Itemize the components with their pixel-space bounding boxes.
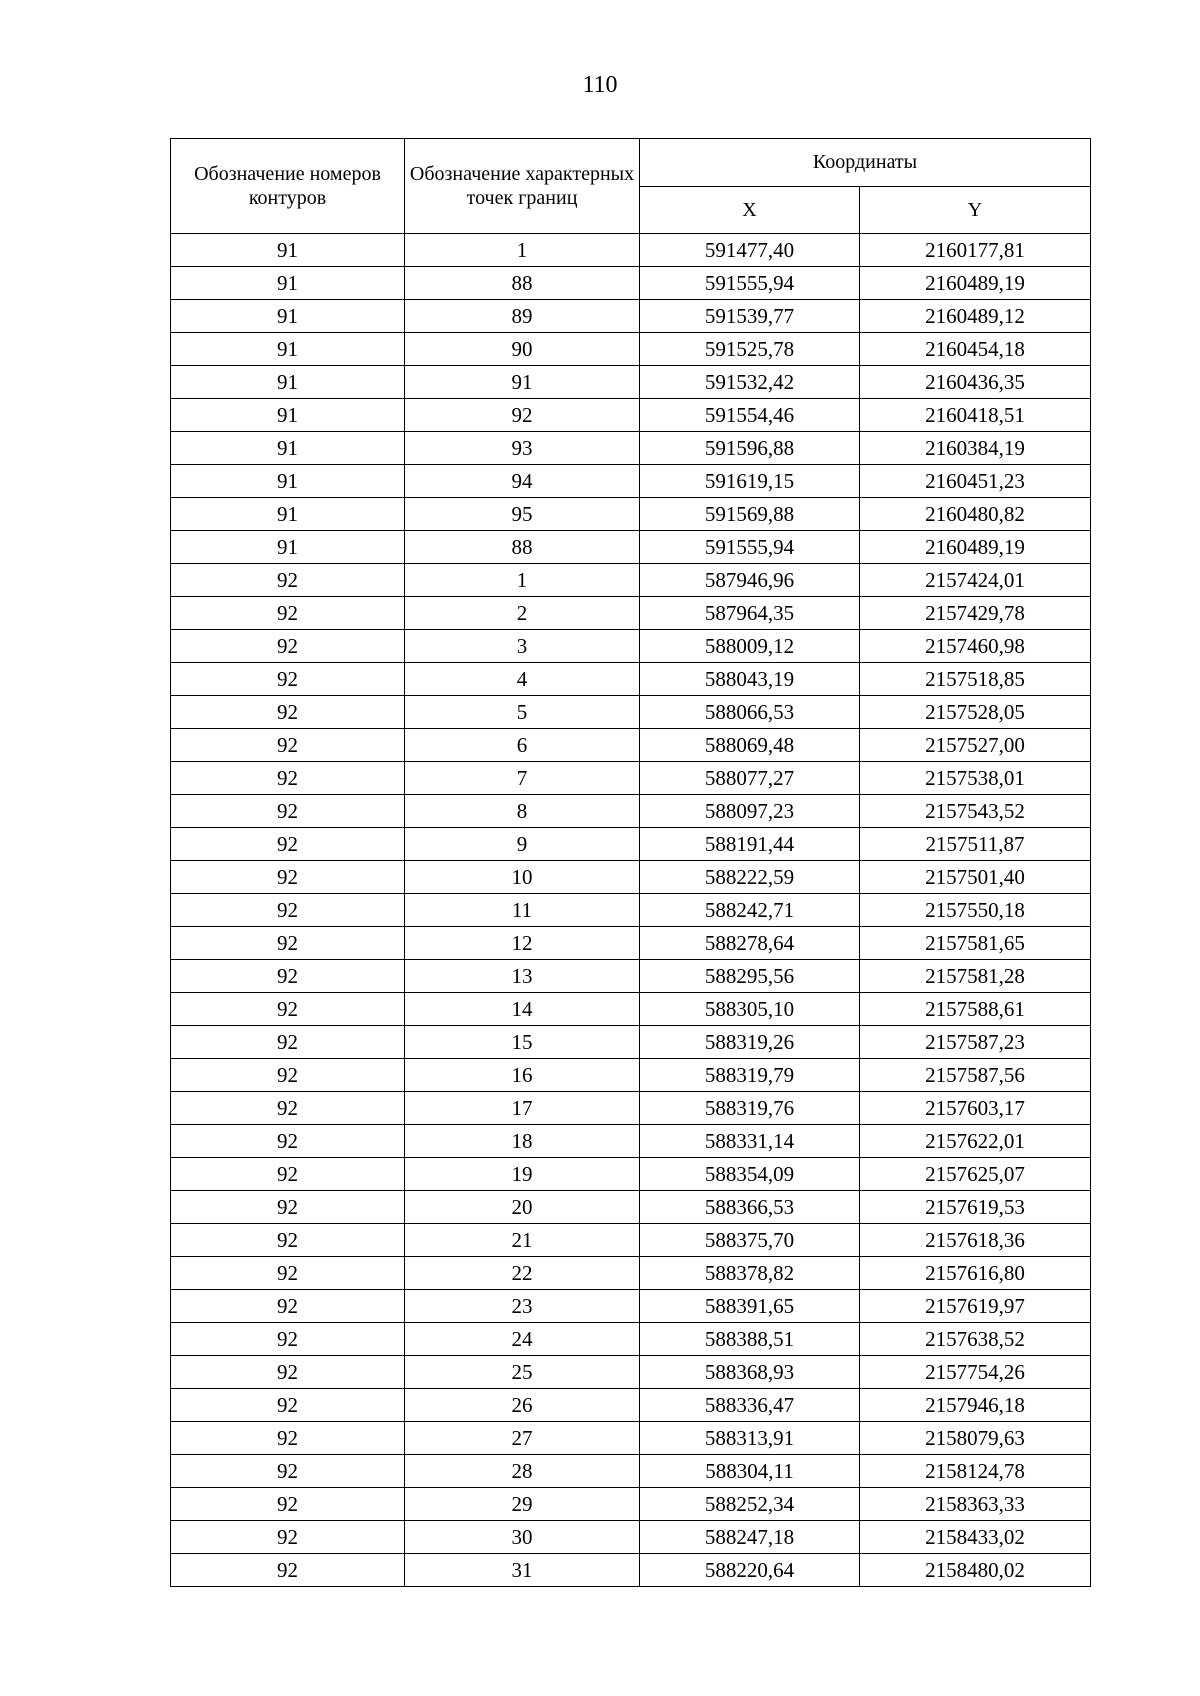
cell-y: 2157581,28 [860,960,1091,993]
cell-point: 31 [405,1554,640,1587]
cell-point: 3 [405,630,640,663]
cell-x: 591596,88 [640,432,860,465]
header-y: Y [860,186,1091,234]
cell-y: 2157622,01 [860,1125,1091,1158]
cell-contour: 92 [171,1257,405,1290]
cell-x: 587964,35 [640,597,860,630]
table-row [171,1389,1091,1422]
cell-contour: 92 [171,1158,405,1191]
cell-x: 591555,94 [640,267,860,300]
cell-point: 1 [405,234,640,267]
cell-contour: 92 [171,1125,405,1158]
cell-contour: 92 [171,1191,405,1224]
cell-point: 2 [405,597,640,630]
cell-x: 588069,48 [640,729,860,762]
table-row [171,663,1091,696]
cell-point: 27 [405,1422,640,1455]
cell-point: 90 [405,333,640,366]
table-header [171,139,1091,234]
cell-y: 2160436,35 [860,366,1091,399]
header-x: X [640,186,860,234]
cell-y: 2160177,81 [860,234,1091,267]
table-row [171,795,1091,828]
cell-y: 2158363,33 [860,1488,1091,1521]
cell-y: 2160480,82 [860,498,1091,531]
cell-contour: 91 [171,267,405,300]
cell-contour: 91 [171,366,405,399]
cell-contour: 92 [171,1488,405,1521]
cell-y: 2160451,23 [860,465,1091,498]
cell-contour: 92 [171,1323,405,1356]
table-row [171,927,1091,960]
table-row [171,465,1091,498]
cell-x: 588247,18 [640,1521,860,1554]
cell-y: 2160489,19 [860,531,1091,564]
table-row [171,300,1091,333]
cell-point: 8 [405,795,640,828]
cell-contour: 92 [171,762,405,795]
cell-x: 588336,47 [640,1389,860,1422]
cell-point: 16 [405,1059,640,1092]
cell-point: 5 [405,696,640,729]
cell-contour: 92 [171,1356,405,1389]
cell-y: 2157527,00 [860,729,1091,762]
cell-y: 2157518,85 [860,663,1091,696]
cell-point: 20 [405,1191,640,1224]
cell-point: 91 [405,366,640,399]
cell-point: 26 [405,1389,640,1422]
cell-x: 588391,65 [640,1290,860,1323]
cell-contour: 92 [171,1059,405,1092]
cell-x: 588066,53 [640,696,860,729]
cell-point: 9 [405,828,640,861]
cell-point: 89 [405,300,640,333]
table-row [171,366,1091,399]
cell-contour: 91 [171,531,405,564]
table-row [171,1290,1091,1323]
cell-x: 588295,56 [640,960,860,993]
cell-contour: 92 [171,993,405,1026]
cell-x: 588305,10 [640,993,860,1026]
cell-point: 10 [405,861,640,894]
cell-point: 15 [405,1026,640,1059]
table-row [171,861,1091,894]
cell-x: 588375,70 [640,1224,860,1257]
table-row [171,1257,1091,1290]
cell-y: 2157946,18 [860,1389,1091,1422]
cell-x: 591532,42 [640,366,860,399]
table-row [171,333,1091,366]
cell-y: 2160418,51 [860,399,1091,432]
cell-contour: 92 [171,1554,405,1587]
table-row [171,1356,1091,1389]
cell-y: 2157619,53 [860,1191,1091,1224]
table-row [171,1488,1091,1521]
cell-x: 588242,71 [640,894,860,927]
cell-y: 2157581,65 [860,927,1091,960]
cell-point: 12 [405,927,640,960]
cell-contour: 92 [171,696,405,729]
cell-point: 21 [405,1224,640,1257]
cell-contour: 92 [171,795,405,828]
cell-contour: 91 [171,399,405,432]
table-row [171,993,1091,1026]
cell-contour: 92 [171,597,405,630]
cell-y: 2157616,80 [860,1257,1091,1290]
cell-x: 588368,93 [640,1356,860,1389]
cell-y: 2157754,26 [860,1356,1091,1389]
cell-contour: 92 [171,630,405,663]
page-number: 110 [582,72,618,98]
table-row [171,1323,1091,1356]
cell-contour: 92 [171,894,405,927]
cell-y: 2157618,36 [860,1224,1091,1257]
cell-x: 591539,77 [640,300,860,333]
table-row [171,498,1091,531]
cell-y: 2157587,56 [860,1059,1091,1092]
cell-contour: 92 [171,828,405,861]
cell-point: 29 [405,1488,640,1521]
cell-x: 591477,40 [640,234,860,267]
cell-point: 17 [405,1092,640,1125]
cell-x: 588319,79 [640,1059,860,1092]
cell-x: 588313,91 [640,1422,860,1455]
table-row [171,729,1091,762]
cell-y: 2157501,40 [860,861,1091,894]
cell-contour: 91 [171,234,405,267]
cell-point: 11 [405,894,640,927]
cell-x: 588278,64 [640,927,860,960]
header-contour-numbers: Обозначение номеров контуров [171,139,405,234]
table-row [171,1521,1091,1554]
cell-x: 588222,59 [640,861,860,894]
header-boundary-points: Обозначение характерных точек границ [405,139,640,234]
table-row [171,1455,1091,1488]
cell-x: 588043,19 [640,663,860,696]
coordinates-table [170,138,1091,1587]
cell-point: 24 [405,1323,640,1356]
cell-x: 588304,11 [640,1455,860,1488]
cell-point: 88 [405,531,640,564]
cell-x: 588354,09 [640,1158,860,1191]
table-row [171,1125,1091,1158]
cell-x: 588009,12 [640,630,860,663]
cell-contour: 91 [171,300,405,333]
cell-y: 2160454,18 [860,333,1091,366]
table-row [171,1026,1091,1059]
cell-contour: 92 [171,663,405,696]
cell-point: 23 [405,1290,640,1323]
cell-y: 2157587,23 [860,1026,1091,1059]
table-row [171,267,1091,300]
cell-x: 588191,44 [640,828,860,861]
cell-y: 2157460,98 [860,630,1091,663]
table-row [171,630,1091,663]
table-row [171,696,1091,729]
cell-y: 2160384,19 [860,432,1091,465]
table-body [171,234,1091,1587]
cell-point: 14 [405,993,640,1026]
cell-point: 1 [405,564,640,597]
cell-point: 18 [405,1125,640,1158]
cell-y: 2160489,19 [860,267,1091,300]
cell-point: 28 [405,1455,640,1488]
cell-x: 591554,46 [640,399,860,432]
table-row [171,1422,1091,1455]
cell-point: 93 [405,432,640,465]
cell-x: 588319,26 [640,1026,860,1059]
cell-contour: 91 [171,432,405,465]
cell-contour: 92 [171,1026,405,1059]
cell-x: 591569,88 [640,498,860,531]
table-row [171,234,1091,267]
cell-y: 2157528,05 [860,696,1091,729]
table-row [171,1059,1091,1092]
cell-contour: 92 [171,1455,405,1488]
cell-y: 2157638,52 [860,1323,1091,1356]
cell-y: 2157538,01 [860,762,1091,795]
cell-y: 2160489,12 [860,300,1091,333]
table-row [171,1191,1091,1224]
table-row [171,1554,1091,1587]
cell-contour: 91 [171,333,405,366]
cell-y: 2157603,17 [860,1092,1091,1125]
cell-y: 2157511,87 [860,828,1091,861]
cell-contour: 92 [171,1521,405,1554]
cell-point: 92 [405,399,640,432]
cell-point: 4 [405,663,640,696]
cell-contour: 92 [171,861,405,894]
cell-point: 19 [405,1158,640,1191]
table-row [171,894,1091,927]
cell-x: 588252,34 [640,1488,860,1521]
cell-y: 2157543,52 [860,795,1091,828]
cell-x: 588388,51 [640,1323,860,1356]
table-row [171,531,1091,564]
cell-point: 95 [405,498,640,531]
cell-point: 30 [405,1521,640,1554]
cell-contour: 92 [171,960,405,993]
table-row [171,597,1091,630]
cell-contour: 92 [171,729,405,762]
table-row [171,1158,1091,1191]
cell-x: 588378,82 [640,1257,860,1290]
cell-contour: 92 [171,1290,405,1323]
cell-y: 2157429,78 [860,597,1091,630]
cell-contour: 92 [171,1422,405,1455]
cell-contour: 92 [171,564,405,597]
table-row [171,564,1091,597]
cell-point: 13 [405,960,640,993]
cell-y: 2158124,78 [860,1455,1091,1488]
cell-contour: 92 [171,1224,405,1257]
table-row [171,960,1091,993]
cell-x: 587946,96 [640,564,860,597]
cell-x: 591525,78 [640,333,860,366]
cell-point: 7 [405,762,640,795]
cell-y: 2157625,07 [860,1158,1091,1191]
table-row [171,399,1091,432]
cell-contour: 91 [171,465,405,498]
cell-contour: 92 [171,927,405,960]
cell-x: 588097,23 [640,795,860,828]
cell-y: 2157588,61 [860,993,1091,1026]
cell-contour: 91 [171,498,405,531]
header-coordinates: Координаты [640,139,1091,187]
cell-y: 2158079,63 [860,1422,1091,1455]
cell-x: 588220,64 [640,1554,860,1587]
cell-point: 88 [405,267,640,300]
table-row [171,828,1091,861]
cell-y: 2157424,01 [860,564,1091,597]
cell-point: 25 [405,1356,640,1389]
table-row [171,432,1091,465]
cell-y: 2158433,02 [860,1521,1091,1554]
cell-x: 591555,94 [640,531,860,564]
cell-y: 2157550,18 [860,894,1091,927]
cell-x: 588331,14 [640,1125,860,1158]
cell-contour: 92 [171,1389,405,1422]
table-row [171,1224,1091,1257]
table-row [171,1092,1091,1125]
cell-point: 22 [405,1257,640,1290]
cell-point: 6 [405,729,640,762]
cell-x: 588366,53 [640,1191,860,1224]
cell-contour: 92 [171,1092,405,1125]
cell-x: 588319,76 [640,1092,860,1125]
cell-x: 588077,27 [640,762,860,795]
cell-x: 591619,15 [640,465,860,498]
table-row [171,762,1091,795]
cell-y: 2158480,02 [860,1554,1091,1587]
cell-y: 2157619,97 [860,1290,1091,1323]
cell-point: 94 [405,465,640,498]
